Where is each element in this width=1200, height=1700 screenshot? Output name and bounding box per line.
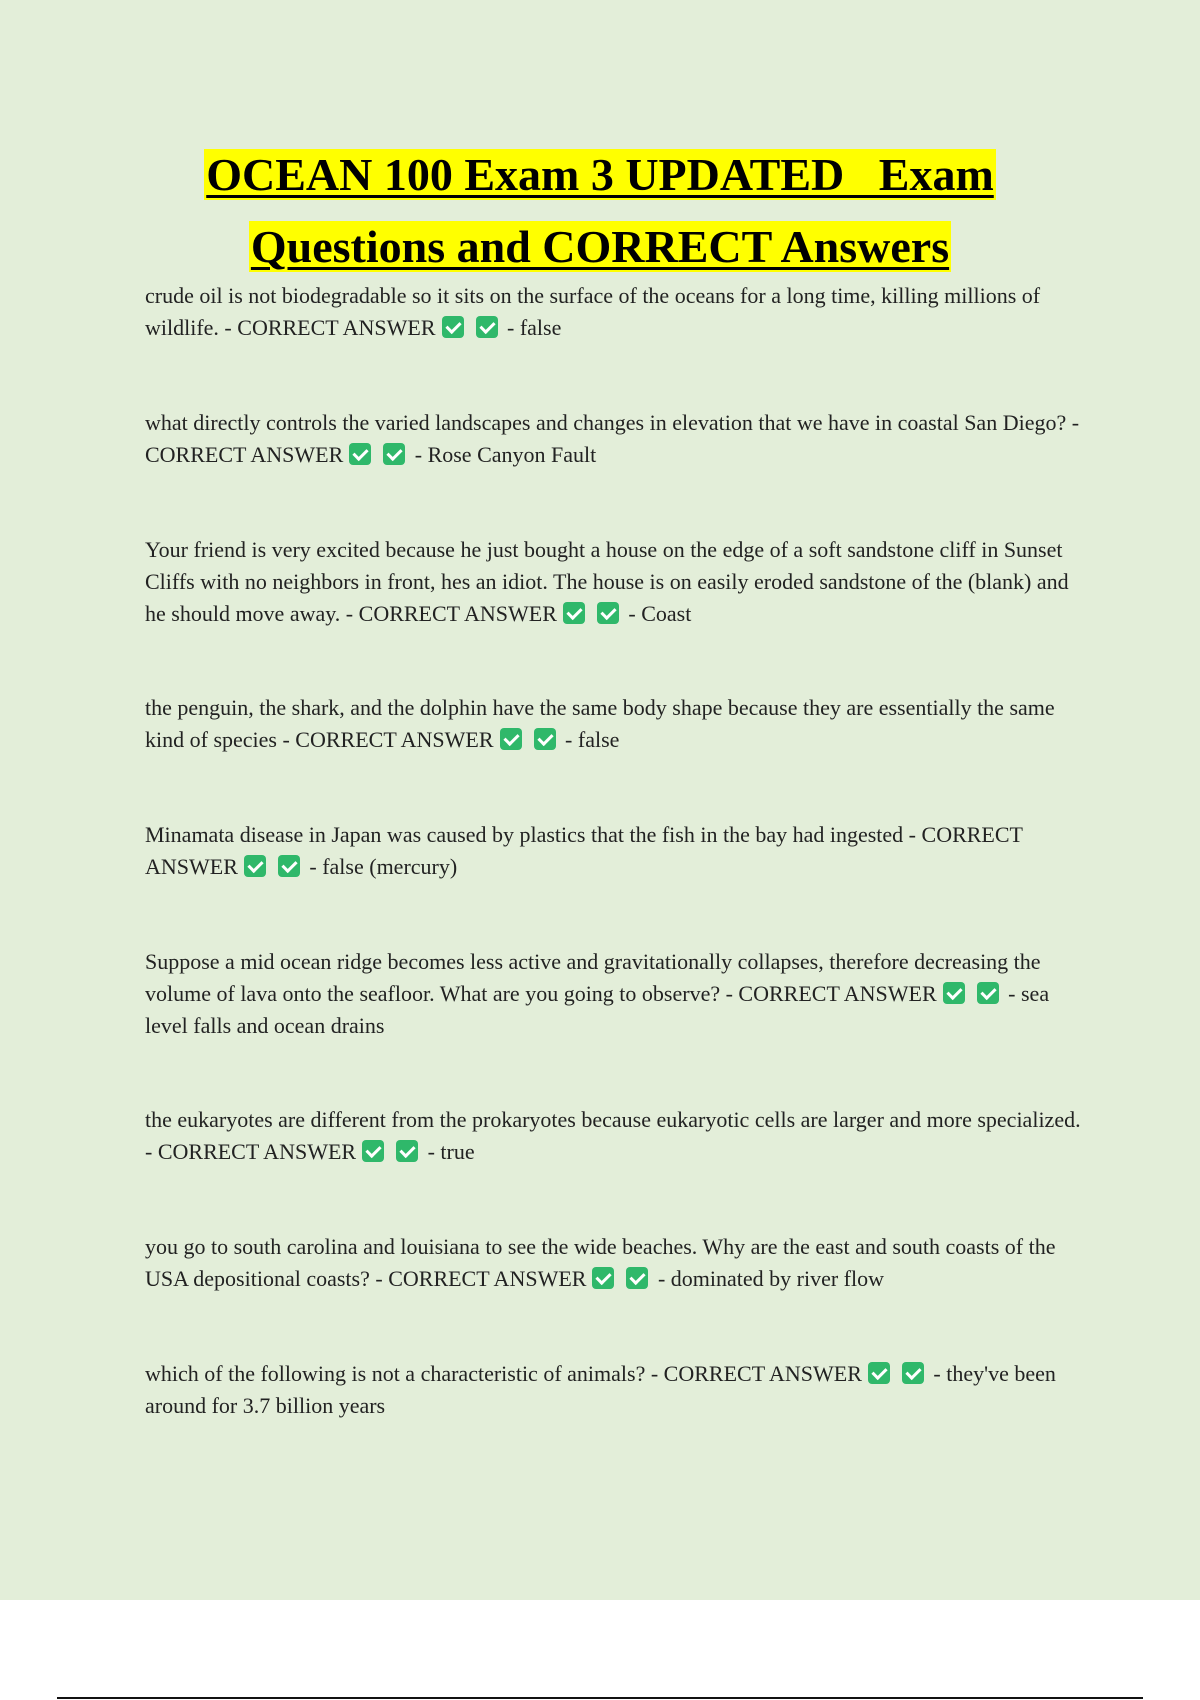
check-icon [563,602,585,624]
correct-answer-label: CORRECT ANSWER [663,1361,862,1386]
qa-item [145,407,1090,471]
document-title [0,144,1200,288]
check-icon [383,443,405,465]
check-icon [977,982,999,1004]
check-icon [396,1140,418,1162]
answer-text: - dominated by river flow [657,1266,885,1291]
correct-answer-label: CORRECT ANSWER [145,442,344,467]
qa-item [145,946,1090,1042]
answer-text: - Coast [628,601,692,626]
question-text: which of the following is not a characteristic of animals? - [145,1361,659,1386]
footer-divider [57,1697,1143,1699]
answer-text: - false [565,727,620,752]
correct-answer-label: CORRECT ANSWER [237,315,436,340]
check-icon [500,728,522,750]
check-icon [868,1362,890,1384]
qa-item [145,1104,1090,1168]
correct-answer-label: CORRECT ANSWER [738,981,937,1006]
qa-item [145,280,1090,344]
question-text: the eukaryotes are different from the prokaryotes because eukaryotic cells are larger and more specialized. - [145,1107,1081,1164]
question-text: Minamata disease in Japan was caused by plastics that the fish in the bay had ingested - [145,822,917,847]
question-text: crude oil is not biodegradable so it sits on the surface of the oceans for a long time, killing millions of wildlife. - [145,283,1041,340]
answer-text: - false [507,315,562,340]
check-icon [592,1267,614,1289]
answer-text: - Rose Canyon Fault [414,442,597,467]
correct-answer-label: CORRECT ANSWER [295,727,494,752]
answer-text: - true [427,1139,475,1164]
check-icon [476,316,498,338]
correct-answer-label: CORRECT ANSWER [145,822,1023,879]
check-icon [902,1362,924,1384]
check-icon [534,728,556,750]
answer-text: - false (mercury) [309,854,458,879]
check-icon [349,443,371,465]
title-line-1: OCEAN 100 Exam 3 UPDATED Exam [206,149,994,200]
question-text: you go to south carolina and louisiana to see the wide beaches. Why are the east and south coasts of the USA depositional coasts? - [145,1234,1056,1291]
answer-text: - they've been around for 3.7 billion years [145,1361,1056,1418]
qa-item [145,819,1090,883]
check-icon [626,1267,648,1289]
question-text: what directly controls the varied landscapes and changes in elevation that we have in coastal San Diego? - [145,410,1080,435]
answer-text: - sea level falls and ocean drains [145,981,1050,1038]
qa-item [145,534,1090,630]
correct-answer-label: CORRECT ANSWER [157,1139,357,1164]
check-icon [244,855,266,877]
title-line-2: Questions and CORRECT Answers [250,221,950,272]
qa-item [145,1231,1090,1295]
correct-answer-label: CORRECT ANSWER [388,1266,587,1291]
correct-answer-label: CORRECT ANSWER [358,601,557,626]
check-icon [362,1140,384,1162]
qa-item [145,692,1090,756]
check-icon [278,855,300,877]
question-text: Suppose a mid ocean ridge becomes less active and gravitationally collapses, therefore decreasing the volume of lava onto the seafloor. What are you going to observe? - [145,949,1041,1006]
question-text: Your friend is very excited because he just bought a house on the edge of a soft sandstone cliff in Sunset Cliffs with no neighbors in front, hes an idiot. The house is on easily eroded sandstone of the (blank) and he should move away. - [145,537,1069,626]
qa-item [145,1358,1090,1422]
check-icon [943,982,965,1004]
question-text: the penguin, the shark, and the dolphin have the same body shape because they are essentially the same kind of species - [145,695,1055,752]
check-icon [597,602,619,624]
check-icon [442,316,464,338]
